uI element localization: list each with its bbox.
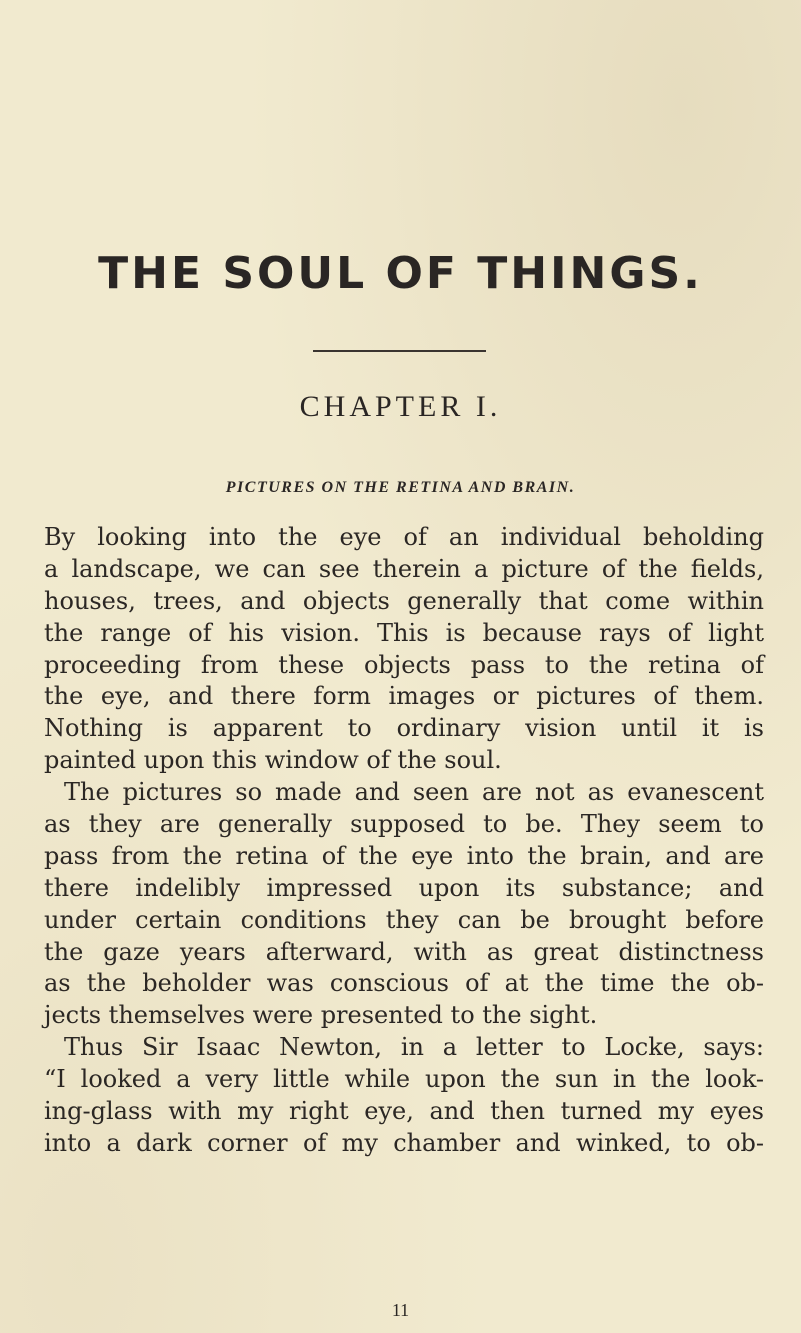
text-line: By looking into the eye of an individual beholding [44,523,764,551]
text-line: a landscape, we can see therein a picture of the fields, [44,554,764,583]
paragraph-2 [44,777,764,1032]
text-line: into a dark corner of my chamber and winked, to ob- [44,1128,764,1157]
text-line: houses, trees, and objects generally that come within [44,586,764,615]
chapter-heading: CHAPTER I. [299,390,502,423]
text-line: The pictures so made and seen are not as evanescent [64,778,764,807]
paragraph-3 [44,1032,764,1160]
text-line: under certain conditions they can be brought before [44,905,764,934]
text-line: ing-glass with my right eye, and then turned my eyes [44,1097,764,1126]
text-line: as the beholder was conscious of at the time the ob- [44,969,764,998]
running-title: THE SOUL OF THINGS. [98,248,703,299]
paragraph-1 [44,522,764,777]
text-line: proceeding from these objects pass to the retina of [44,650,764,679]
text-line: as they are generally supposed to be. They seem to [44,810,764,839]
text-line: Thus Sir Isaac Newton, in a letter to Locke, says: [64,1033,764,1062]
text-line: painted upon this window of the soul. [44,746,502,775]
text-line: pass from the retina of the eye into the brain, and are [44,841,764,870]
text-line: the gaze years afterward, with as great distinctness [44,937,764,966]
text-line: “I looked a very little while upon the sun in the look- [44,1065,764,1094]
text-line: the range of his vision. This is because rays of light [44,618,764,647]
title-rule [313,350,486,352]
chapter-subtitle: PICTURES ON THE RETINA AND BRAIN. [225,479,576,496]
text-line: the eye, and there form images or pictures of them. [44,682,764,711]
text-line: Nothing is apparent to ordinary vision until it is [44,714,764,743]
body-text [44,522,764,1160]
text-line: jects themselves were presented to the sight. [44,1001,598,1030]
page-number: 11 [391,1300,410,1320]
text-line: there indelibly impressed upon its substance; and [44,873,764,902]
